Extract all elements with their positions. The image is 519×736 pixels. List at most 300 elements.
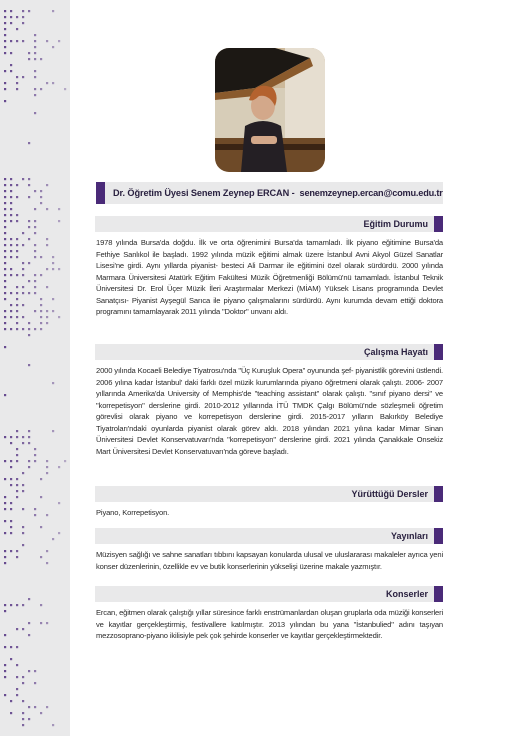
pattern-dot — [10, 256, 12, 258]
pattern-dot — [4, 268, 6, 270]
pattern-dot — [4, 34, 6, 36]
pattern-dot — [22, 274, 24, 276]
pattern-dot — [28, 718, 30, 720]
pattern-dot — [10, 478, 12, 480]
pattern-dot — [22, 628, 24, 630]
pattern-dot — [16, 328, 18, 330]
pattern-dot — [52, 310, 54, 312]
pattern-dot — [4, 646, 6, 648]
pattern-dot — [34, 40, 36, 42]
pattern-dot — [34, 514, 36, 516]
pattern-dot — [46, 208, 48, 210]
pattern-dot — [34, 34, 36, 36]
pattern-dot — [16, 460, 18, 462]
section-publications — [95, 528, 443, 572]
pattern-dot — [52, 298, 54, 300]
pattern-dot — [4, 70, 6, 72]
pattern-dot — [22, 604, 24, 606]
pattern-dot — [40, 304, 42, 306]
pattern-dot — [28, 442, 30, 444]
pattern-dot — [28, 280, 30, 282]
pattern-dot — [46, 268, 48, 270]
pattern-dot — [10, 52, 12, 54]
pattern-dot — [22, 244, 24, 246]
pattern-dot — [22, 442, 24, 444]
pattern-dot — [16, 556, 18, 558]
pattern-dot — [16, 694, 18, 696]
pattern-dot — [40, 526, 42, 528]
pattern-dot — [16, 292, 18, 294]
pattern-dot — [10, 268, 12, 270]
pattern-dot — [4, 322, 6, 324]
pattern-dot — [10, 70, 12, 72]
pattern-dot — [34, 112, 36, 114]
pattern-dot — [4, 634, 6, 636]
pattern-dot — [52, 46, 54, 48]
pattern-dot — [16, 88, 18, 90]
pattern-dot — [22, 262, 24, 264]
pattern-dot — [34, 58, 36, 60]
pattern-dot — [4, 10, 6, 12]
pattern-dot — [28, 178, 30, 180]
section-education — [95, 216, 443, 318]
pattern-dot — [10, 190, 12, 192]
pattern-dot — [16, 676, 18, 678]
pattern-dot — [40, 478, 42, 480]
pattern-dot — [16, 304, 18, 306]
pattern-dot — [28, 598, 30, 600]
pattern-dot — [40, 202, 42, 204]
pattern-dot — [46, 316, 48, 318]
pattern-dot — [22, 40, 24, 42]
pattern-dot — [4, 250, 6, 252]
pattern-dot — [10, 304, 12, 306]
pattern-dot — [4, 664, 6, 666]
pattern-dot — [4, 550, 6, 552]
pattern-dot — [34, 70, 36, 72]
pattern-dot — [40, 274, 42, 276]
pattern-dot — [10, 220, 12, 222]
pattern-dot — [46, 472, 48, 474]
pattern-dot — [28, 466, 30, 468]
pattern-dot — [22, 682, 24, 684]
pattern-dot — [58, 220, 60, 222]
pattern-dot — [4, 226, 6, 228]
pattern-dot — [40, 196, 42, 198]
pattern-dot — [58, 316, 60, 318]
pattern-dot — [16, 478, 18, 480]
pattern-dot — [4, 328, 6, 330]
pattern-dot — [4, 346, 6, 348]
header-accent-square — [96, 182, 105, 204]
pattern-dot — [4, 520, 6, 522]
pattern-dot — [16, 220, 18, 222]
pattern-dot — [46, 82, 48, 84]
section-title: Eğitim Durumu — [363, 219, 428, 229]
pattern-dot — [4, 496, 6, 498]
pattern-dot — [16, 196, 18, 198]
pattern-dot — [58, 208, 60, 210]
pattern-dot — [4, 82, 6, 84]
pattern-dot — [34, 286, 36, 288]
pattern-dot — [40, 556, 42, 558]
pattern-dot — [4, 220, 6, 222]
pattern-dot — [10, 526, 12, 528]
section-text: Ercan, eğitmen olarak çalıştığı yıllar süresince farklı enstrümanlardan oluşan gruplarla oda müziği konserleri ve kayıtlar gerçekleştirmiş, festivallere katılmıştır. 2013 yılından bu yana "İstanbulied" adını taşıyan mezzosoprano-piyano ikilisiyle pek çok şehirde konserler ve kayıtlar gerçekleştirmektedir. — [96, 608, 443, 640]
pattern-dot — [28, 634, 30, 636]
pattern-dot — [22, 490, 24, 492]
pattern-dot — [58, 502, 60, 504]
pattern-dot — [34, 256, 36, 258]
pattern-dot — [16, 448, 18, 450]
pattern-dot — [4, 310, 6, 312]
pattern-dot — [46, 562, 48, 564]
pattern-dot — [34, 226, 36, 228]
pattern-dot — [4, 394, 6, 396]
pattern-dot — [40, 322, 42, 324]
pattern-dot — [4, 16, 6, 18]
pattern-dot — [52, 256, 54, 258]
pattern-dot — [52, 382, 54, 384]
pattern-dot — [22, 286, 24, 288]
pattern-dot — [40, 328, 42, 330]
pattern-dot — [16, 16, 18, 18]
section-title: Yayınları — [390, 531, 428, 541]
pattern-dot — [34, 310, 36, 312]
pattern-dot — [22, 292, 24, 294]
pattern-dot — [52, 724, 54, 726]
pattern-dot — [28, 262, 30, 264]
pattern-dot — [28, 52, 30, 54]
pattern-dot — [16, 496, 18, 498]
pattern-dot — [22, 10, 24, 12]
section-concerts — [95, 586, 443, 642]
pattern-dot — [28, 670, 30, 672]
pattern-dot — [16, 82, 18, 84]
pattern-dot — [16, 604, 18, 606]
pattern-dot — [10, 658, 12, 660]
pattern-dot — [40, 604, 42, 606]
pattern-dot — [52, 82, 54, 84]
pattern-dot — [34, 208, 36, 210]
pattern-dot — [4, 190, 6, 192]
title-accent-square — [434, 586, 443, 602]
pattern-dot — [22, 526, 24, 528]
pattern-dot — [52, 430, 54, 432]
pattern-dot — [10, 712, 12, 714]
pattern-dot — [4, 238, 6, 240]
pattern-dot — [34, 706, 36, 708]
section-title-bar — [95, 528, 443, 544]
pattern-dot — [16, 316, 18, 318]
pattern-dot — [4, 502, 6, 504]
pattern-dot — [28, 220, 30, 222]
pattern-dot — [10, 184, 12, 186]
pattern-dot — [16, 238, 18, 240]
pattern-dot — [34, 460, 36, 462]
pattern-dot — [16, 250, 18, 252]
pattern-dot — [22, 316, 24, 318]
section-courses — [95, 486, 443, 519]
pattern-dot — [4, 40, 6, 42]
pattern-dot — [4, 100, 6, 102]
pattern-dot — [34, 292, 36, 294]
profile-email[interactable]: senemzeynep.ercan@comu.edu.tr — [299, 188, 443, 198]
pattern-dot — [10, 328, 12, 330]
section-title-bar — [95, 486, 443, 502]
section-text: 1978 yılında Bursa'da doğdu. İlk ve orta öğrenimini Bursa'da tamamladı. İlk piyano eğitimine Bursa'da Fethiye Sanlıkol ile başladı. 1992 yılında müzik eğitimi almak üzere İstanbul Avni Akyol Güzel Sanatlar Lisesi'ne girdi. Aynı yıllarda piyanist- besteci Ali Darmar ile eğitimini özel olarak sürdürdü. 2000 yılında Marmara Üniversitesi Atatürk Eğitim Fakültesi Müzik Öğretmenliği Bölümü'nü tamamladı. İstanbul Teknik Üniversitesi Dr. Erol Üçer Müzik İleri Araştırmalar Merkezi (MİAM) Yüksek Lisans programında Devlet Sanatçısı- Piyanist Ayşegül Sarıca ile piyano çalışmalarını sürdürdü. Aynı kurumda devam ettiği doktora programını tamamlayarak 2011 yılında "Doktor" unvanı aldı. — [96, 238, 443, 316]
pattern-dot — [22, 676, 24, 678]
pattern-dot — [46, 286, 48, 288]
pattern-dot — [46, 706, 48, 708]
pattern-dot — [46, 466, 48, 468]
decorative-side-strip — [0, 0, 70, 736]
title-accent-square — [434, 486, 443, 502]
title-accent-square — [434, 528, 443, 544]
pattern-dot — [4, 556, 6, 558]
pattern-dot — [16, 550, 18, 552]
pattern-dot — [28, 10, 30, 12]
pattern-dot — [52, 10, 54, 12]
section-text: Piyano, Korrepetisyon. — [96, 508, 170, 517]
pattern-dot — [34, 670, 36, 672]
pattern-dot — [4, 274, 6, 276]
pattern-dot — [4, 478, 6, 480]
pattern-dot — [16, 310, 18, 312]
pattern-dot — [34, 328, 36, 330]
dot-pattern — [0, 0, 70, 736]
pattern-dot — [28, 196, 30, 198]
title-accent-square — [434, 344, 443, 360]
pattern-dot — [46, 514, 48, 516]
pattern-dot — [28, 430, 30, 432]
pattern-dot — [64, 88, 66, 90]
pattern-dot — [10, 208, 12, 210]
pattern-dot — [46, 244, 48, 246]
pattern-dot — [4, 676, 6, 678]
pattern-dot — [58, 268, 60, 270]
pattern-dot — [28, 622, 30, 624]
pattern-dot — [10, 238, 12, 240]
pattern-dot — [16, 286, 18, 288]
pattern-dot — [46, 622, 48, 624]
pattern-dot — [10, 292, 12, 294]
pattern-dot — [28, 292, 30, 294]
pattern-dot — [22, 16, 24, 18]
pattern-dot — [4, 202, 6, 204]
pattern-dot — [4, 196, 6, 198]
section-text: Müzisyen sağlığı ve sahne sanatları tıbbını kapsayan konularda ulusal ve uluslararası makaleler ayrıca yeni konser düzenlerinin, özellikle ev ve butik konserlerinin yükselişi üzerine makale yazmıştır. — [96, 550, 443, 571]
section-title-bar — [95, 344, 443, 360]
pattern-dot — [4, 88, 6, 90]
pattern-dot — [22, 532, 24, 534]
pattern-dot — [4, 436, 6, 438]
pattern-dot — [64, 460, 66, 462]
pattern-dot — [10, 646, 12, 648]
pattern-dot — [40, 190, 42, 192]
pattern-dot — [10, 460, 12, 462]
pattern-dot — [46, 460, 48, 462]
pattern-dot — [4, 694, 6, 696]
pattern-dot — [34, 274, 36, 276]
pattern-dot — [4, 610, 6, 612]
pattern-dot — [34, 46, 36, 48]
pattern-dot — [16, 664, 18, 666]
pattern-dot — [10, 196, 12, 198]
pattern-dot — [10, 502, 12, 504]
pattern-dot — [16, 646, 18, 648]
pattern-dot — [10, 310, 12, 312]
pattern-dot — [40, 58, 42, 60]
pattern-dot — [28, 436, 30, 438]
pattern-dot — [22, 508, 24, 510]
pattern-dot — [10, 274, 12, 276]
pattern-dot — [40, 88, 42, 90]
pattern-dot — [52, 268, 54, 270]
pattern-dot — [10, 532, 12, 534]
pattern-dot — [28, 706, 30, 708]
title-accent-square — [434, 216, 443, 232]
profile-photo — [215, 48, 325, 172]
pattern-dot — [34, 94, 36, 96]
pattern-dot — [28, 142, 30, 144]
section-work — [95, 344, 443, 457]
pattern-dot — [16, 214, 18, 216]
pattern-dot — [16, 244, 18, 246]
pattern-dot — [4, 46, 6, 48]
pattern-dot — [40, 298, 42, 300]
pattern-dot — [22, 328, 24, 330]
pattern-dot — [46, 322, 48, 324]
pattern-dot — [4, 280, 6, 282]
pattern-dot — [4, 244, 6, 246]
pattern-dot — [58, 40, 60, 42]
pattern-dot — [34, 190, 36, 192]
pattern-dot — [10, 442, 12, 444]
pattern-dot — [10, 16, 12, 18]
section-title-bar — [95, 216, 443, 232]
pattern-dot — [4, 316, 6, 318]
pattern-dot — [4, 292, 6, 294]
pattern-dot — [4, 262, 6, 264]
pattern-dot — [22, 436, 24, 438]
pattern-dot — [4, 22, 6, 24]
pattern-dot — [10, 508, 12, 510]
pattern-dot — [34, 88, 36, 90]
pattern-dot — [10, 178, 12, 180]
pattern-dot — [46, 550, 48, 552]
pattern-dot — [10, 64, 12, 66]
pattern-dot — [10, 214, 12, 216]
pattern-dot — [34, 76, 36, 78]
pattern-dot — [16, 256, 18, 258]
pattern-dot — [4, 52, 6, 54]
pattern-dot — [46, 238, 48, 240]
section-title: Yürüttüğü Dersler — [351, 489, 428, 499]
pattern-dot — [16, 40, 18, 42]
pattern-dot — [40, 712, 42, 714]
pattern-dot — [4, 184, 6, 186]
profile-header — [96, 182, 443, 204]
pattern-dot — [4, 670, 6, 672]
pattern-dot — [28, 364, 30, 366]
pattern-dot — [16, 274, 18, 276]
pattern-dot — [4, 256, 6, 258]
pattern-dot — [4, 28, 6, 30]
pattern-dot — [28, 238, 30, 240]
pattern-dot — [34, 508, 36, 510]
pattern-dot — [4, 214, 6, 216]
pattern-dot — [4, 286, 6, 288]
pattern-dot — [16, 436, 18, 438]
pattern-dot — [4, 232, 6, 234]
pattern-dot — [22, 544, 24, 546]
pattern-dot — [46, 40, 48, 42]
pattern-dot — [16, 628, 18, 630]
pattern-dot — [34, 250, 36, 252]
pattern-dot — [22, 484, 24, 486]
pattern-dot — [34, 244, 36, 246]
pattern-dot — [16, 688, 18, 690]
pattern-dot — [34, 232, 36, 234]
pattern-dot — [4, 460, 6, 462]
section-text: 2000 yılında Kocaeli Belediye Tiyatrosu'nda "Üç Kuruşluk Opera" oyununda şef- piyanistlik görevini üstlendi. 2006 yılına kadar İstanbul' daki farklı özel müzik kurumlarında piyano öğretmeni olarak çalıştı. 2006- 2007 yıllarında Amerika'da University of Memphis'de "teaching assistant" olarak çalıştı. "sınıf piyano dersi" ve "korrepetisyon" derslerine girdi. 2010-2012 yıllarında İTÜ TMDK Çalgı Bölümü'nde sözleşmeli öğretim görevlisi olarak piyano ve korrepetisyon derslerine girdi. 2015-2017 yılların Bakırköy Belediye Tiyatroları'ndaki oyunlarda piyanist olarak görev aldı. 2018 yılından 2021 yılına kadar Mimar Sinan Üniversitesi Devlet Konservatuvarı'nda "korrepetisyon" derslerine girdi. 2021 yılında Çanakkale Onsekiz Mart Üniversitesi Devlet Konservatuvarı'nda göreve başladı. — [96, 366, 443, 456]
pattern-dot — [28, 334, 30, 336]
pattern-dot — [46, 184, 48, 186]
pattern-dot — [58, 466, 60, 468]
pattern-dot — [40, 256, 42, 258]
pattern-dot — [16, 322, 18, 324]
pattern-dot — [10, 202, 12, 204]
pattern-dot — [10, 316, 12, 318]
pattern-dot — [10, 22, 12, 24]
pattern-dot — [34, 220, 36, 222]
section-title: Çalışma Hayatı — [363, 347, 428, 357]
pattern-dot — [4, 298, 6, 300]
pattern-dot — [16, 490, 18, 492]
section-title: Konserler — [385, 589, 428, 599]
pattern-dot — [34, 682, 36, 684]
pattern-dot — [22, 304, 24, 306]
pattern-dot — [34, 280, 36, 282]
pattern-dot — [52, 262, 54, 264]
pattern-dot — [40, 622, 42, 624]
pattern-dot — [34, 454, 36, 456]
pattern-dot — [10, 700, 12, 702]
pattern-dot — [22, 232, 24, 234]
pattern-dot — [4, 508, 6, 510]
pattern-dot — [10, 520, 12, 522]
pattern-dot — [22, 22, 24, 24]
pattern-dot — [22, 724, 24, 726]
pattern-dot — [34, 52, 36, 54]
pattern-dot — [16, 76, 18, 78]
pattern-dot — [40, 310, 42, 312]
pattern-dot — [10, 10, 12, 12]
pattern-dot — [16, 298, 18, 300]
pattern-dot — [28, 322, 30, 324]
pattern-dot — [16, 184, 18, 186]
pattern-dot — [28, 184, 30, 186]
pattern-dot — [4, 532, 6, 534]
pattern-dot — [22, 718, 24, 720]
pattern-dot — [22, 268, 24, 270]
section-title-bar — [95, 586, 443, 602]
pattern-dot — [10, 550, 12, 552]
pattern-dot — [16, 484, 18, 486]
pattern-dot — [28, 460, 30, 462]
pattern-dot — [16, 430, 18, 432]
